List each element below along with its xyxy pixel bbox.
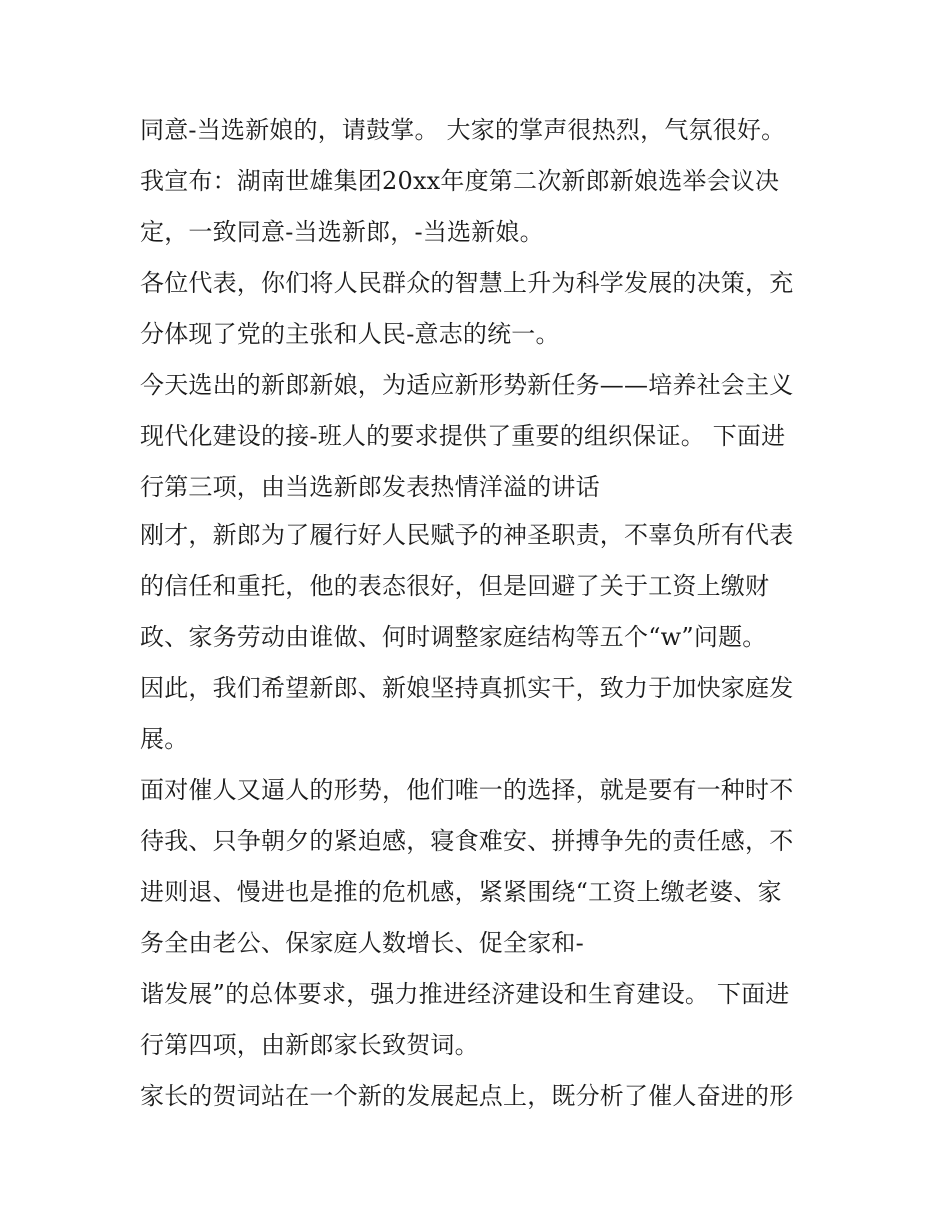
text-line-19: 行第四项，由新郎家长致贺词。 — [140, 1031, 479, 1059]
text-line-15: 待我、只争朝夕的紧迫感，寝食难安、拼搏争先的责任感，不 — [140, 827, 794, 855]
text-line-9: 刚才，新郎为了履行好人民赋予的神圣职责，不辜负所有代表 — [140, 521, 794, 549]
text-line-6: 今天选出的新郎新娘，为适应新形势新任务——培养社会主义 — [140, 371, 794, 399]
text-line-11: 政、家务劳动由谁做、何时调整家庭结构等五个“w”问题。 — [140, 623, 767, 651]
text-line-14: 面对催人又逼人的形势，他们唯一的选择，就是要有一种时不 — [140, 776, 794, 804]
text-line-16: 进则退、慢进也是推的危机感，紧紧围绕“工资上缴老婆、家 — [140, 878, 782, 906]
text-line-20: 家长的贺词站在一个新的发展起点上，既分析了催人奋进的形 — [140, 1082, 794, 1110]
text-line-8: 行第三项，由当选新郎发表热情洋溢的讲话 — [140, 473, 600, 501]
text-line-18: 谐发展”的总体要求，强力推进经济建设和生育建设。 下面进 — [140, 980, 790, 1008]
text-line-17: 务全由老公、保家庭人数增长、促全家和- — [140, 929, 584, 957]
text-line-7: 现代化建设的接-班人的要求提供了重要的组织保证。 下面进 — [140, 422, 786, 450]
text-line-5: 分体现了党的主张和人民-意志的统一。 — [140, 320, 560, 348]
text-line-2: 我宣布：湖南世雄集团20xx年度第二次新郎新娘选举会议决 — [140, 167, 780, 195]
text-line-10: 的信任和重托，他的表态很好，但是回避了关于工资上缴财 — [140, 572, 770, 600]
text-line-13: 展。 — [140, 725, 189, 753]
text-line-12: 因此，我们希望新郎、新娘坚持真抓实干，致力于加快家庭发 — [140, 674, 794, 702]
text-line-4: 各位代表，你们将人民群众的智慧上升为科学发展的决策，充 — [140, 269, 794, 297]
text-line-3: 定，一致同意-当选新郎，-当选新娘。 — [140, 218, 544, 246]
text-line-1: 同意-当选新娘的，请鼓掌。 大家的掌声很热烈，气氛很好。 — [140, 116, 786, 144]
